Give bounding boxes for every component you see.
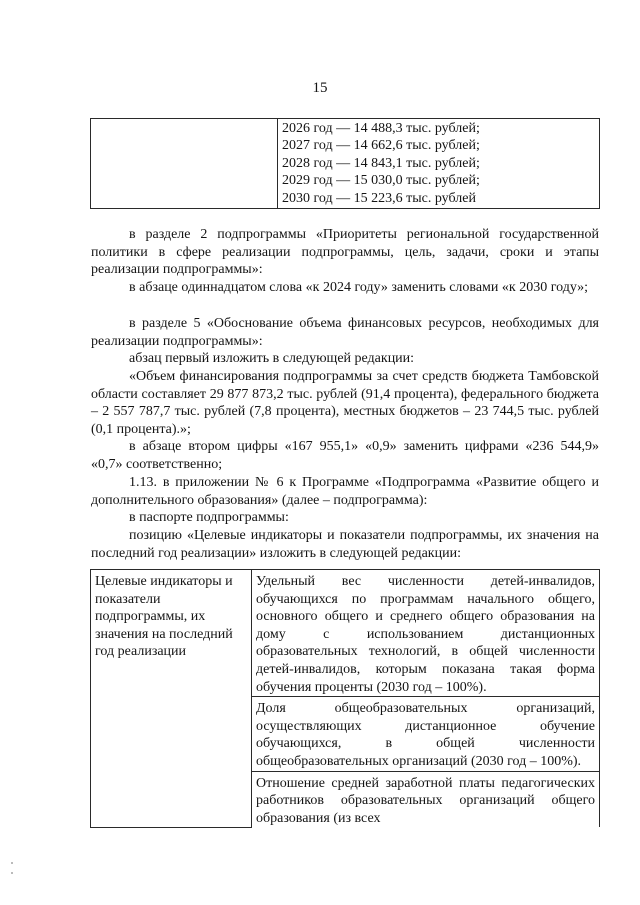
funding-year-2029: 2029 год — 15 030,0 тыс. рублей; <box>282 173 480 189</box>
paragraph-first-abzac: абзац первый изложить в следующей редакции: <box>129 351 415 366</box>
indicator-label-cell: Целевые индикаторы и показатели подпрограммы, их значения на последний год реализации <box>91 570 252 828</box>
indicator-item-1 <box>252 570 600 697</box>
page-number: 15 <box>312 80 328 96</box>
funding-year-2026: 2026 год — 14 488,3 тыс. рублей; <box>282 121 480 136</box>
funding-table <box>90 118 600 209</box>
funding-table-empty-cell <box>91 119 278 209</box>
paragraph-funding-quote: «Объем финансирования подпрограммы за счет средств бюджета Тамбовской области составляет 29 877 873,2 тыс. рублей (91,4 процента), федерального бюджета – 2 557 787,7 тыс. рублей (7,8 процента), местных бюджетов – 23 744,5 тыс. рублей (0,1 процента).»; <box>91 369 599 437</box>
indicator-item-3-text: Отношение средней заработной платы педагогических работников образовательных организаций общего образования (из всех <box>256 775 595 826</box>
paragraph-second-abzac: в абзаце втором цифры «167 955,1» «0,9» заменить цифрами «236 544,9» «0,7» соответственно; <box>91 439 599 472</box>
indicator-item-2 <box>252 697 600 771</box>
funding-year-2027: 2027 год — 14 662,6 тыс. рублей; <box>282 138 480 154</box>
funding-year-2030: 2030 год — 15 223,6 тыс. рублей <box>282 190 476 206</box>
paragraph-appendix-6: 1.13. в приложении № 6 к Программе «Подпрограмма «Развитие общего и дополнительного образования» (далее – подпрограмма): <box>91 475 599 508</box>
scan-speck <box>11 862 13 864</box>
indicator-item-3 <box>252 771 600 827</box>
paragraph-section-2: в разделе 2 подпрограммы «Приоритеты региональной государственной политики в сфере реализации подпрограммы, цель, задачи, сроки и этапы реализации подпрограммы»: <box>91 227 599 278</box>
paragraph-passport: в паспорте подпрограммы: <box>129 510 289 525</box>
paragraph-position: позицию «Целевые индикаторы и показатели подпрограммы, их значения на последний год реализации» изложить в следующей редакции: <box>91 528 599 561</box>
funding-table-years-cell <box>278 119 600 209</box>
paragraph-section-5: в разделе 5 «Обоснование объема финансовых ресурсов, необходимых для реализации подпрограммы»: <box>91 316 599 349</box>
indicator-item-2-text: Доля общеобразовательных организаций, осуществляющих дистанционное обучение обучающихся, в общей численности общеобразовательных организаций (2030 год – 100%). <box>256 701 595 769</box>
paragraph-replace-year: в абзаце одиннадцатом слова «к 2024 году» заменить словами «к 2030 году»; <box>129 280 589 295</box>
funding-table-row <box>91 119 600 209</box>
scan-speck <box>11 872 13 874</box>
indicator-item-1-text: Удельный вес численности детей-инвалидов, обучающихся по программам начального общего, основного общего и среднего общего образования на дому с использованием дистанционных образовательных технологий, в общей численности детей-инвалидов, которым показана такая форма обучения проценты (2030 год – 100%). <box>256 574 595 695</box>
funding-year-2028: 2028 год — 14 843,1 тыс. рублей; <box>282 155 480 171</box>
indicator-table <box>90 569 600 828</box>
indicator-row-1 <box>91 570 600 697</box>
